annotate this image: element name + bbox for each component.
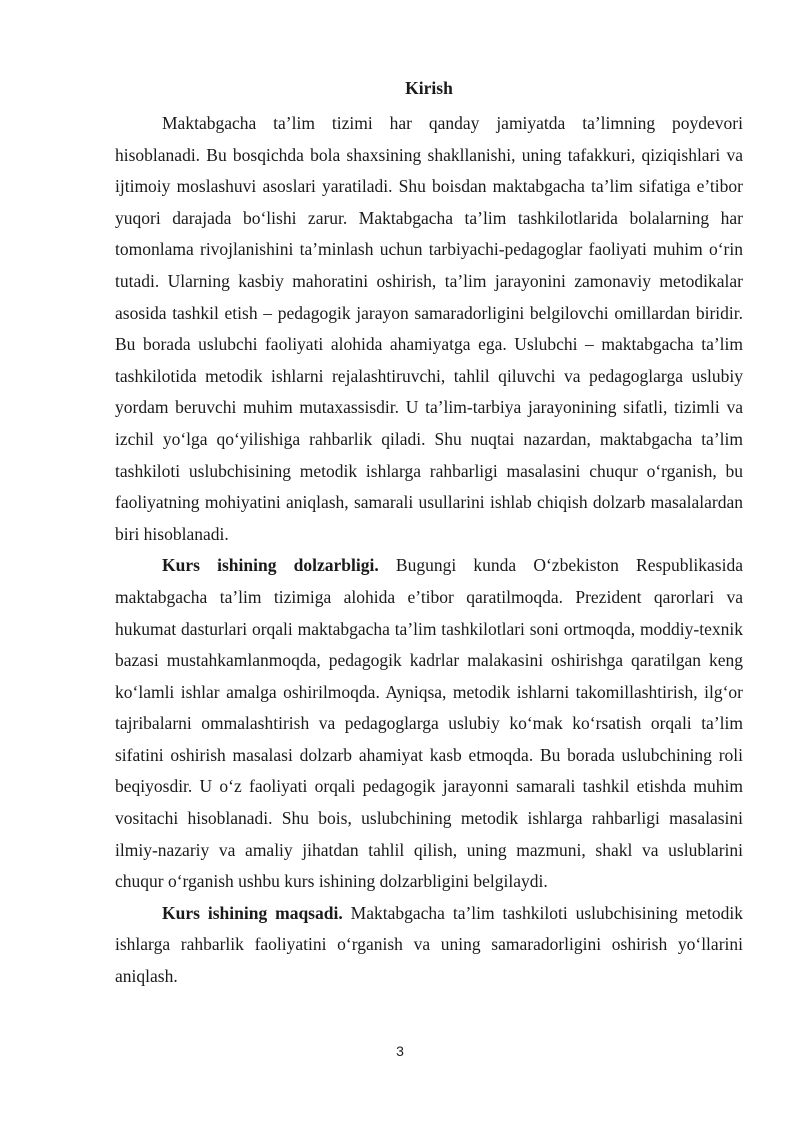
document-page [115, 76, 743, 993]
paragraph-introduction [115, 108, 743, 550]
paragraph-text: Bugungi kunda O‘zbekiston Respublikasida maktabgacha ta’lim tizimiga alohida e’tibor qaratilmoqda. Prezident qarorlari va hukumat dasturlari orqali maktabgacha ta’lim tashkilotlari soni ortmoqda, moddiy-texnik bazasi mustahkamlanmoqda, pedagogik kadrlar malakasini oshirishga qaratilgan keng ko‘lamli ishlar amalga oshirilmoqda. Ayniqsa, metodik ishlarni takomillashtirish, ilg‘or tajribalarni ommalashtirish va pedagoglarga uslubiy ko‘mak ko‘rsatish orqali ta’lim sifatini oshirish masalasi dolzarb ahamiyat kasb etmoqda. Bu borada uslubchining roli beqiyosdir. U o‘z faoliyati orqali pedagogik jarayonni samarali tashkil etishda muhim vositachi hisoblanadi. Shu bois, uslubchining metodik ishlarga rahbarligi masalasini ilmiy-nazariy va amaliy jihatdan tahlil qilish, uning mazmuni, shakl va uslublarini chuqur o‘rganish ushbu kurs ishining dolzarbligini belgilaydi. [115, 555, 743, 892]
page-number: 3 [396, 1043, 404, 1059]
paragraph-lead-heading: Kurs ishining dolzarbligi. [162, 555, 379, 576]
section-title: Kirish [405, 78, 453, 98]
paragraph-lead-heading: Kurs ishining maqsadi. [162, 902, 343, 923]
paragraph-text: Maktabgacha ta’lim tizimi har qanday jamiyatda ta’limning poydevori hisoblanadi. Bu bosqichda bola shaxsining shakllanishi, uning tafakkuri, qiziqishlari va ijtimoiy moslashuvi asoslari yaratiladi. Shu boisdan maktabgacha ta’lim sifatiga e’tibor yuqori darajada bo‘lishi zarur. Maktabgacha ta’lim tashkilotlarida bolalarning har tomonlama rivojlanishini ta’minlash uchun tarbiyachi-pedagoglar faoliyati muhim o‘rin tutadi. Ularning kasbiy mahoratini oshirish, ta’lim jarayonini zamonaviy metodikalar asosida tashkil etish – pedagogik jarayon samaradorligini belgilovchi omillardan biridir. Bu borada uslubchi faoliyati alohida ahamiyatga ega. Uslubchi – maktabgacha ta’lim tashkilotida metodik ishlarni rejalashtiruvchi, tahlil qiluvchi va pedagoglarga uslubiy yordam beruvchi muhim mutaxassisdir. U ta’lim-tarbiya jarayonining sifatli, tizimli va izchil yo‘lga qo‘yilishiga rahbarlik qiladi. Shu nuqtai nazardan, maktabgacha ta’lim tashkiloti uslubchisining metodik ishlarga rahbarligi masalasini chuqur o‘rganish, bu faoliyatning mohiyatini aniqlash, samarali usullarini ishlab chiqish dolzarb masalalardan biri hisoblanadi. [115, 113, 743, 544]
paragraph-purpose [115, 898, 743, 993]
paragraph-relevance [115, 550, 743, 898]
paragraph-text: Maktabgacha ta’lim tashkiloti uslubchisining metodik ishlarga rahbarlik faoliyatini o‘rganish va uning samaradorligini oshirish yo‘llarini aniqlash. [115, 902, 743, 987]
